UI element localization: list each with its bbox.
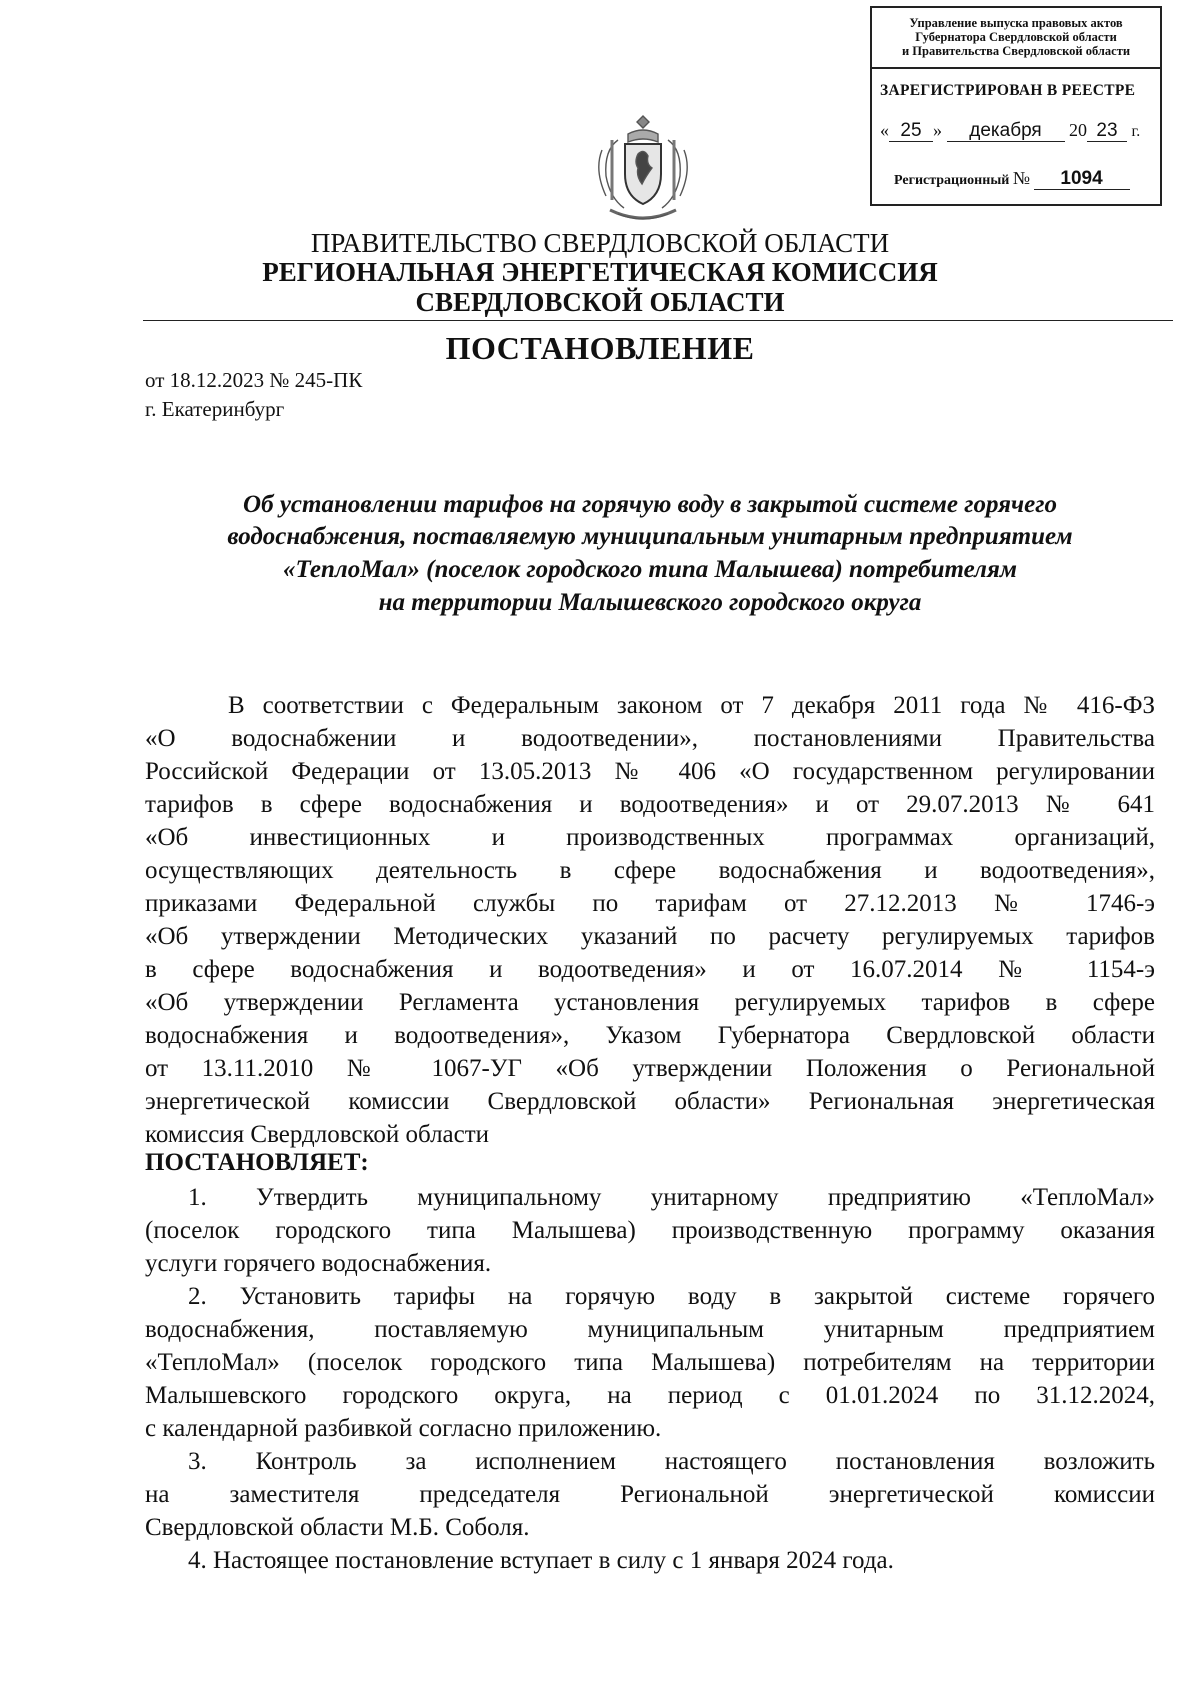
preamble-line: приказами Федеральной службы по тарифам от 27.12.2013 № 1746-э [145, 890, 1155, 917]
preamble-line: энергетической комиссии Свердловской области» Региональная энергетическая [145, 1088, 1155, 1115]
stamp-org-line-2: Губернатора Свердловской области [915, 30, 1117, 44]
preamble-line: в сфере водоснабжения и водоотведения» и от 16.07.2014 № 1154-э [145, 956, 1155, 983]
preamble-line: комиссия Свердловской области [145, 1121, 490, 1148]
stamp-divider [872, 67, 1160, 69]
government-name: ПРАВИТЕЛЬСТВО СВЕРДЛОВСКОЙ ОБЛАСТИ [310, 228, 890, 258]
item-3-line: на заместителя председателя Региональной энергетической комиссии [145, 1481, 1155, 1508]
commission-name-line-1: РЕГИОНАЛЬНАЯ ЭНЕРГЕТИЧЕСКАЯ КОМИССИЯ [262, 257, 938, 287]
item-2-line: «ТеплоМал» (поселок городского типа Малышева) потребителям на территории [145, 1349, 1155, 1376]
preamble-line: Российской Федерации от 13.05.2013 № 406 «О государственном регулировании [145, 758, 1155, 785]
item-4-line: 4. Настоящее постановление вступает в силу с 1 января 2024 года. [188, 1547, 894, 1574]
document-title-line: на территории Малышевского городского округа [378, 589, 922, 616]
item-2-line: с календарной разбивкой согласно приложению. [145, 1415, 662, 1442]
stamp-number-line [894, 168, 1130, 190]
commission-name-line-2: СВЕРДЛОВСКОЙ ОБЛАСТИ [415, 287, 785, 317]
preamble-line: осуществляющих деятельность в сфере водоснабжения и водоотведения», [145, 857, 1155, 884]
coat-of-arms-icon [588, 110, 698, 224]
item-2-line: 2. Установить тарифы на горячую воду в закрытой системе горячего [188, 1283, 1155, 1310]
document-city: г. Екатеринбург [145, 397, 285, 421]
preamble-line: В соответствии с Федеральным законом от 7 декабря 2011 года № 416-ФЗ [228, 692, 1155, 719]
item-1-line: услуги горячего водоснабжения. [145, 1250, 492, 1277]
document-title-line: «ТеплоМал» (поселок городского типа Малышева) потребителям [283, 556, 1017, 583]
document-title-line: водоснабжения, поставляемую муниципальным унитарным предприятием [227, 523, 1073, 550]
stamp-year-suffix: 23 [1087, 121, 1127, 142]
stamp-number-label: Регистрационный [894, 173, 1010, 188]
stamp-year-prefix: 20 [1069, 120, 1087, 140]
stamp-org-line-1: Управление выпуска правовых актов [909, 16, 1123, 30]
item-3-line: Свердловской области М.Б. Соболя. [145, 1514, 530, 1541]
decree-word: ПОСТАНОВЛЯЕТ: [145, 1149, 369, 1176]
item-2-line: Малышевского городского округа, на период с 01.01.2024 по 31.12.2024, [145, 1382, 1155, 1409]
preamble-line: «Об инвестиционных и производственных программах организаций, [145, 824, 1155, 851]
preamble-line: от 13.11.2010 № 1067-УГ «Об утверждении Положения о Региональной [145, 1055, 1155, 1082]
stamp-reg-number: 1094 [1034, 169, 1130, 190]
item-2-line: водоснабжения, поставляемую муниципальным унитарным предприятием [145, 1316, 1155, 1343]
stamp-day: 25 [889, 121, 933, 142]
stamp-year-unit: г. [1131, 123, 1141, 140]
stamp-registered-label: ЗАРЕГИСТРИРОВАН В РЕЕСТРЕ [880, 82, 1136, 99]
item-1-line: 1. Утвердить муниципальному унитарному предприятию «ТеплоМал» [188, 1184, 1155, 1211]
item-1-line: (поселок городского типа Малышева) производственную программу оказания [145, 1217, 1155, 1244]
preamble-line: тарифов в сфере водоснабжения и водоотведения» и от 29.07.2013 № 641 [145, 791, 1155, 818]
stamp-organization [872, 16, 1160, 58]
document-type: ПОСТАНОВЛЕНИЕ [445, 330, 755, 366]
stamp-date-line: « 25 » декабря 20 23 г. [880, 120, 1141, 141]
preamble-line: водоснабжения и водоотведения», Указом Губернатора Свердловской области [145, 1022, 1155, 1049]
item-3-line: 3. Контроль за исполнением настоящего постановления возложить [188, 1448, 1155, 1475]
stamp-month: декабря [947, 121, 1065, 142]
preamble-line: «О водоснабжении и водоотведении», постановлениями Правительства [145, 725, 1155, 752]
registration-stamp [870, 6, 1162, 206]
document-date-number: от 18.12.2023 № 245-ПК [145, 368, 363, 392]
document-title-line: Об установлении тарифов на горячую воду в закрытой системе горячего [243, 491, 1057, 518]
header-divider [143, 320, 1173, 321]
stamp-org-line-3: и Правительства Свердловской области [901, 44, 1131, 58]
number-sign: № [1012, 168, 1031, 188]
preamble-line: «Об утверждении Методических указаний по расчету регулируемых тарифов [145, 923, 1155, 950]
preamble-line: «Об утверждении Регламента установления регулируемых тарифов в сфере [145, 989, 1155, 1016]
